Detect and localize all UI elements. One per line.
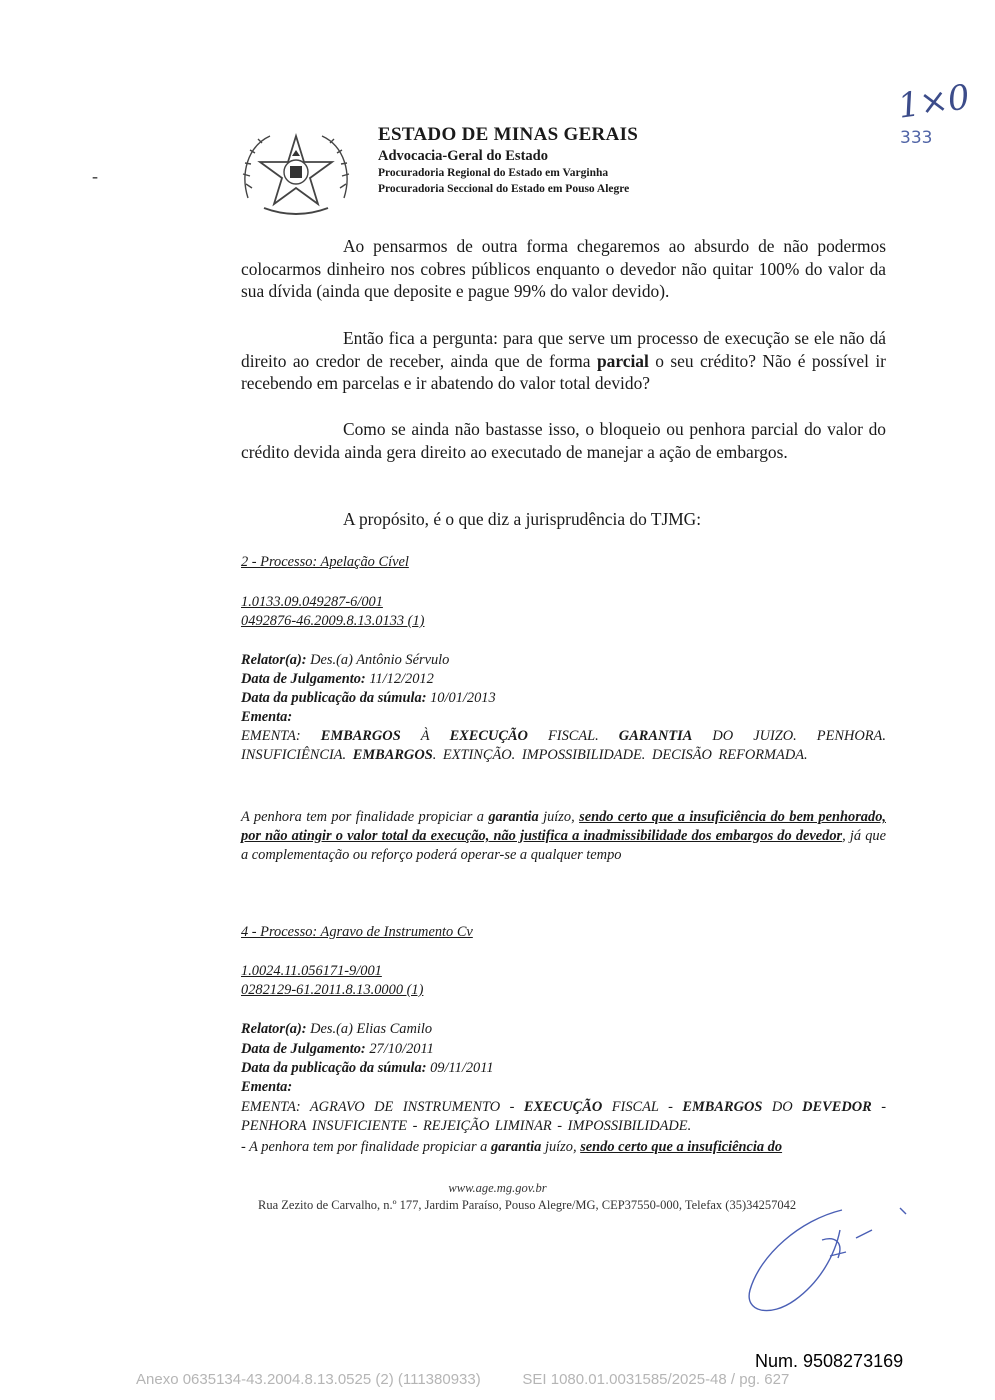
paragraph-2-text-a: Então fica a pergunta: para que serve um processo de execução se ele não dá direito ao credor de receber, ainda que de forma [241, 328, 886, 371]
case1-text-bold: garantia [488, 809, 539, 825]
paragraph-4: A propósito, é o que diz a jurisprudência do TJMG: [343, 509, 702, 529]
case1-ementa-bold: EXECUÇÃO [449, 728, 528, 744]
case1-ementa-label [241, 708, 886, 727]
case2-ementa [241, 1098, 886, 1136]
case2-ementa-part: - PENHORA INSUFICIENTE - REJEIÇÃO LIMINAR - IMPOSSIBILIDADE. [241, 1099, 887, 1134]
case2-text-part: juízo, [544, 1139, 577, 1155]
paragraph-1 [241, 235, 886, 303]
paragraph-1-text: Ao pensarmos de outra forma chegaremos ao absurdo de não podermos colocarmos dinheiro nos cobres públicos enquanto o devedor não quitar 100% do valor da sua dívida (ainda que deposite e pague 99% do valor devido). [241, 236, 886, 301]
case2-text-underlined: sendo certo que a insuficiência do [580, 1139, 783, 1155]
case1-text-underlined: sendo certo que a insuficiência do bem penhorado, por não atingir o valor total da execução, não justifica a inadmissibilidade dos embargos do devedor [241, 809, 886, 844]
case1-judgment-date [241, 670, 886, 689]
document-number: Num. 9508273169 [755, 1351, 904, 1371]
handwritten-page-mark: 1×0 [895, 77, 973, 127]
case2-ementa-bold: DEVEDOR [802, 1099, 872, 1115]
case1-judgment-label: Data de Julgamento: [241, 671, 366, 687]
case2-ementa-part: EMENTA: AGRAVO DE INSTRUMENTO - [241, 1099, 515, 1115]
case2-relator-label: Relator(a): [241, 1021, 307, 1037]
case1-relator-value: Des.(a) Antônio Sérvulo [310, 652, 450, 668]
case1-ementa-part: . EXTINÇÃO. IMPOSSIBILIDADE. DECISÃO REFORMADA. [432, 747, 808, 763]
case1-text-part: A penhora tem por finalidade propiciar a [241, 809, 484, 825]
case1-number-1[interactable]: 1.0133.09.049287-6/001 [241, 594, 383, 610]
case2-judgment-label: Data de Julgamento: [241, 1041, 366, 1057]
case2-number-1[interactable]: 1.0024.11.056171-9/001 [241, 963, 382, 979]
case1-ementa-part: FISCAL. [547, 728, 599, 744]
footer-address: Rua Zezito de Carvalho, n.º 177, Jardim Paraíso, Pouso Alegre/MG, CEP37550-000, Telefax (35)34257042 [258, 1198, 797, 1212]
handwritten-signature [740, 1200, 920, 1320]
case2-publication-value: 09/11/2011 [430, 1060, 494, 1076]
case1-ementa-bold: EMBARGOS [352, 747, 433, 763]
case1-ementa-part: EMENTA: [241, 728, 301, 744]
paragraph-2 [241, 327, 886, 395]
case1-ementa-label-text: Ementa: [241, 709, 293, 725]
case1-ementa-bold: GARANTIA [618, 728, 693, 744]
case1-process-link[interactable]: 2 - Processo: Apelação Cível [241, 554, 409, 570]
header-state-title: ESTADO DE MINAS GERAIS [378, 124, 639, 145]
case1-ementa-bold: EMBARGOS [320, 728, 401, 744]
footer-website[interactable]: www.age.mg.gov.br [448, 1181, 547, 1195]
annex-watermark: Anexo 0635134-43.2004.8.13.0525 (2) (111380933) SEI 1080.01.0031585/2025-48 / pg. 627 [136, 1371, 790, 1388]
case1-ementa-part: DO JUIZO. PENHORA. INSUFICIÊNCIA. [241, 728, 886, 763]
case1-judgment-value: 11/12/2012 [369, 671, 434, 687]
case2-ementa-label [241, 1078, 886, 1097]
handwritten-page-number: 333 [900, 128, 933, 148]
case1-text-part: juízo, [543, 809, 575, 825]
case1-text-part: , já que a complementação ou reforço poderá operar-se a qualquer tempo [241, 828, 886, 863]
case2-text [241, 1138, 886, 1157]
case2-relator [241, 1020, 886, 1039]
case1-relator-label: Relator(a): [241, 652, 307, 668]
case2-ementa-bold: EMBARGOS [682, 1099, 763, 1115]
case1-publication-label: Data da publicação da súmula: [241, 690, 427, 706]
header-regional-office: Procuradoria Regional do Estado em Varginha [378, 167, 609, 179]
case2-process-link[interactable]: 4 - Processo: Agravo de Instrumento Cv [241, 924, 473, 940]
case2-publication-date [241, 1059, 886, 1078]
case2-judgment-date [241, 1040, 886, 1059]
case2-judgment-value: 27/10/2011 [369, 1041, 434, 1057]
case1-ementa [241, 727, 886, 765]
case2-publication-label: Data da publicação da súmula: [241, 1060, 427, 1076]
case2-ementa-bold: EXECUÇÃO [523, 1099, 603, 1115]
case1-number-2[interactable]: 0492876-46.2009.8.13.0133 (1) [241, 613, 425, 629]
header-agency: Advocacia-Geral do Estado [378, 148, 548, 164]
case1-relator [241, 651, 886, 670]
case2-ementa-part: FISCAL - [611, 1099, 673, 1115]
header-sectional-office: Procuradoria Seccional do Estado em Pouso Alegre [378, 183, 630, 195]
paragraph-3 [241, 418, 886, 463]
case1-publication-value: 10/01/2013 [430, 690, 496, 706]
case2-ementa-label-text: Ementa: [241, 1079, 293, 1095]
case1-ementa-part: À [420, 728, 430, 744]
case2-relator-value: Des.(a) Elias Camilo [310, 1021, 433, 1037]
paragraph-2-text-b: o seu crédito? Não é possível ir recebendo em parcelas e ir abatendo do valor total devido? [241, 350, 886, 393]
case2-ementa-part: DO [771, 1099, 793, 1115]
case2-number-2[interactable]: 0282129-61.2011.8.13.0000 (1) [241, 982, 424, 998]
margin-mark: - [92, 166, 98, 186]
coat-of-arms-seal [240, 128, 352, 220]
case2-text-bold: garantia [490, 1139, 542, 1155]
case1-text [241, 808, 886, 865]
paragraph-2-bold: parcial [596, 350, 649, 371]
case2-text-part: - A penhora tem por finalidade propiciar a [241, 1139, 488, 1155]
paragraph-3-text: Como se ainda não bastasse isso, o bloqueio ou penhora parcial do valor do crédito devida ainda gera direito ao executado de manejar a ação de embargos. [241, 419, 886, 462]
case1-publication-date [241, 689, 886, 708]
